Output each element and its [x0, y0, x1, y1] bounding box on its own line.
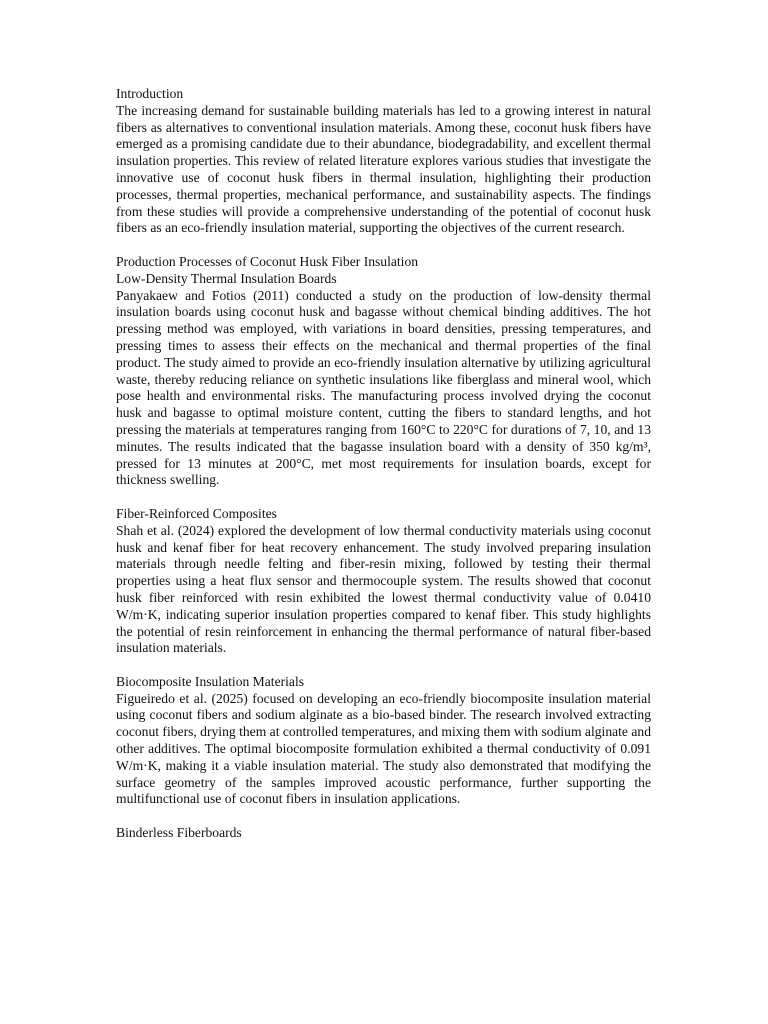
fiber-reinforced-paragraph: Shah et al. (2024) explored the development of low thermal conductivity materials using coconut husk and kenaf fiber for heat recovery enhancement. The study involved preparing insulation materials through needle felting and fiber-resin mixing, followed by testing their thermal properties using a heat flux sensor and thermocouple system. The results showed that coconut husk fiber reinforced with resin exhibited the lowest thermal conductivity value of 0.0410 W/m·K, indicating superior insulation properties compared to kenaf fiber. This study highlights the potential of resin reinforcement in enhancing the thermal performance of natural fiber-based insulation materials.	[116, 522, 651, 656]
section-gap	[116, 489, 651, 506]
section-gap	[116, 657, 651, 674]
section-gap	[116, 237, 651, 254]
production-heading: Production Processes of Coconut Husk Fiber Insulation	[116, 253, 419, 269]
intro-heading: Introduction	[116, 86, 184, 101]
intro-paragraph: The increasing demand for sustainable building materials has led to a growing interest in natural fibers as alternatives to conventional insulation materials. Among these, coconut husk fibers have emerged as a promising candidate due to their abundance, biodegradability, and excellent thermal insulation properties. This review of related literature explores various studies that investigate the innovative use of coconut husk fibers in thermal insulation, highlighting their production processes, thermal properties, mechanical performance, and sustainability aspects. The findings from these studies will provide a comprehensive understanding of the potential of coconut husk fibers as an eco-friendly insulation material, supporting the objectives of the current research.	[116, 102, 651, 236]
section-gap	[116, 808, 651, 825]
production-paragraph: Panyakaew and Fotios (2011) conducted a study on the production of low-density thermal insulation boards using coconut husk and bagasse without chemical binding additives. The hot pressing method was employed, with variations in board densities, pressing temperatures, and pressing times to assess their effects on the mechanical and thermal properties of the final product. The study aimed to provide an eco-friendly insulation alternative by utilizing agricultural waste, thereby reducing reliance on synthetic insulations like fiberglass and mineral wool, which pose health and environmental risks. The manufacturing process involved drying the coconut husk and bagasse to optimal moisture content, cutting the fibers to standard lengths, and hot pressing the materials at temperatures ranging from 160°C to 220°C for durations of 7, 10, and 13 minutes. The results indicated that the bagasse insulation board with a density of 350 kg/m³, pressed for 13 minutes at 200°C, met most requirements for insulation boards, except for thickness swelling.	[116, 287, 651, 488]
biocomposite-paragraph: Figueiredo et al. (2025) focused on developing an eco-friendly biocomposite insulation material using coconut fibers and sodium alginate as a bio-based binder. The research involved extracting coconut fibers, drying them at controlled temperatures, and mixing them with sodium alginate and other additives. The optimal biocomposite formulation exhibited a thermal conductivity of 0.091 W/m·K, making it a viable insulation material. The study also demonstrated that modifying the surface geometry of the samples improved acoustic performance, further supporting the multifunctional use of coconut fibers in insulation applications.	[116, 690, 651, 807]
biocomposite-heading: Biocomposite Insulation Materials	[116, 673, 305, 689]
document-page	[116, 86, 651, 842]
low-density-subheading: Low-Density Thermal Insulation Boards	[116, 270, 337, 286]
binderless-heading: Binderless Fiberboards	[116, 825, 242, 841]
fiber-reinforced-heading: Fiber-Reinforced Composites	[116, 505, 277, 521]
